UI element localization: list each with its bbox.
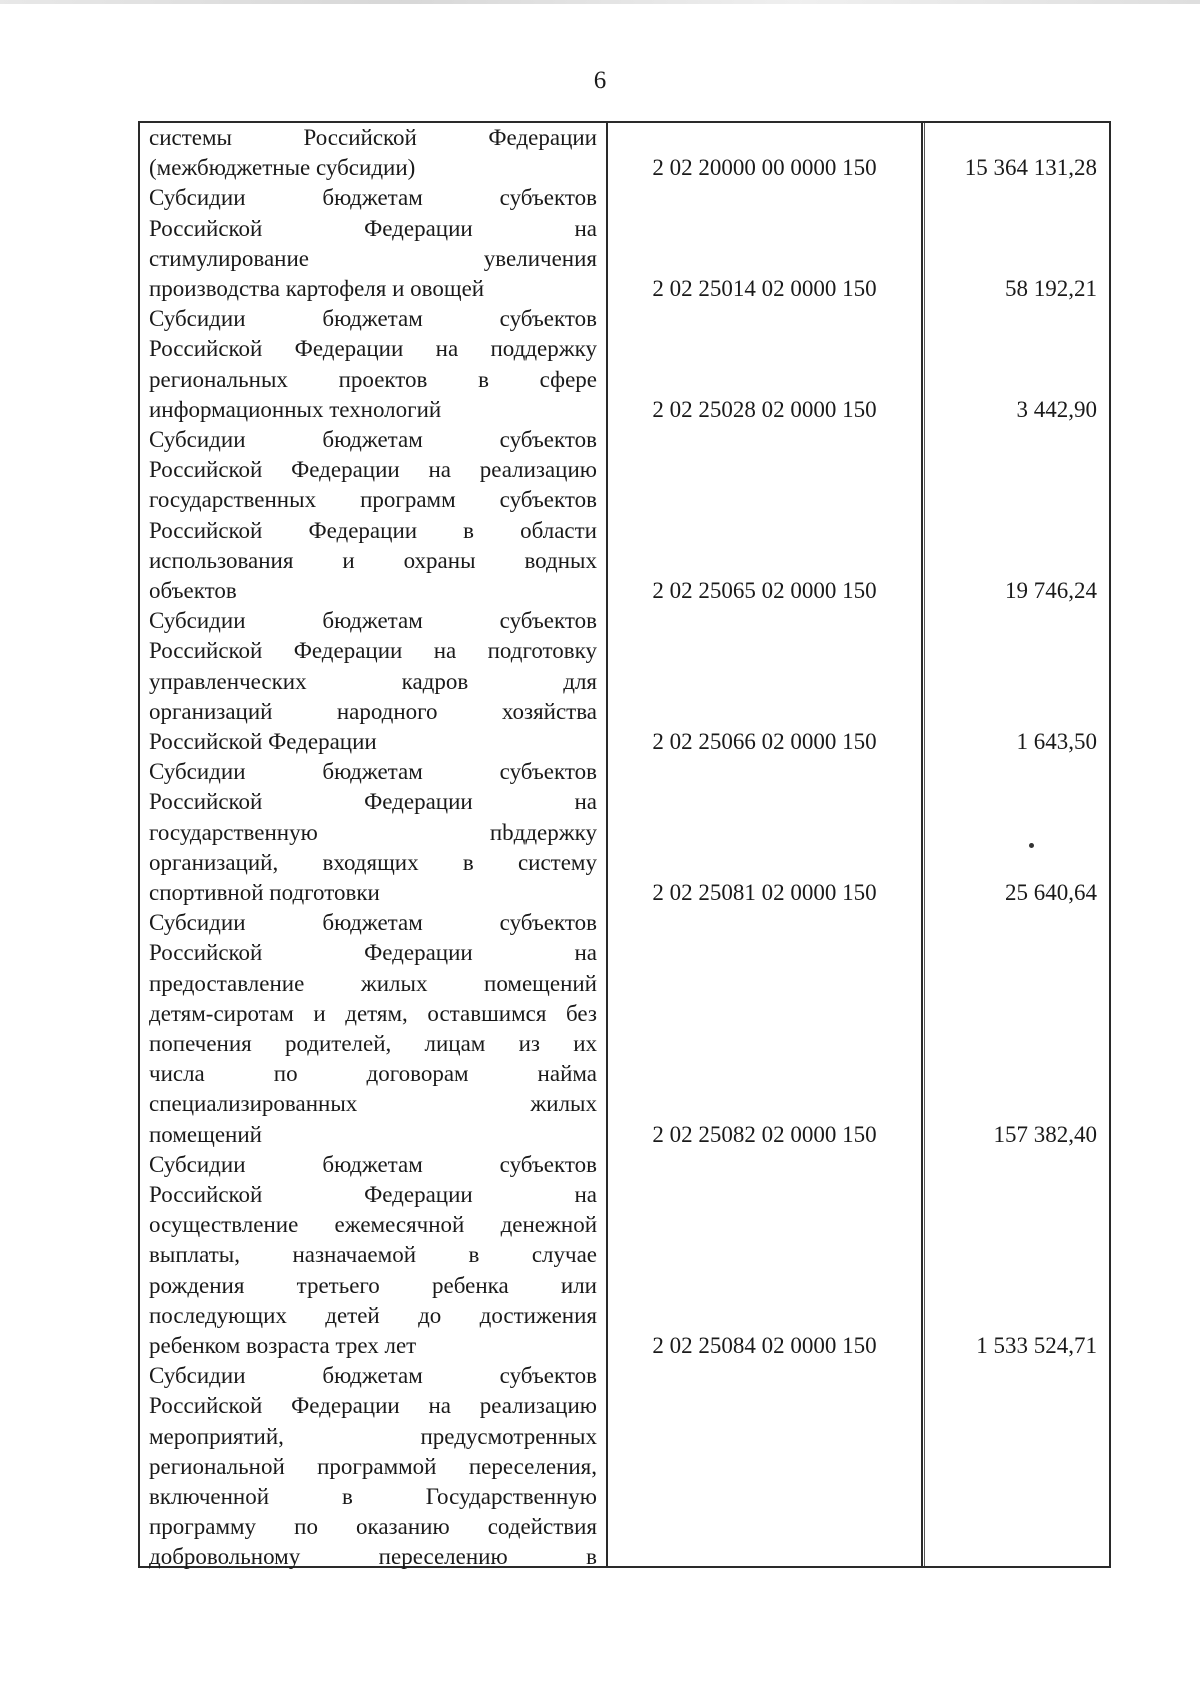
description-line: информационных технологий — [149, 396, 442, 422]
row-description — [149, 1361, 597, 1572]
description-line: государственную пbддержку — [149, 819, 597, 845]
amount-value: 1 533 524,71 — [976, 1332, 1097, 1358]
description-line: специализированных жилых — [149, 1091, 597, 1117]
row-description — [149, 425, 597, 606]
amount-value: 1 643,50 — [1016, 728, 1097, 754]
row-description — [149, 757, 597, 908]
table-row — [140, 908, 1109, 1150]
amount-value: 19 746,24 — [1005, 578, 1097, 603]
row-description — [149, 304, 597, 425]
table-row — [140, 123, 1109, 183]
description-line: Субсидии бюджетам субъектов — [149, 910, 597, 936]
budget-code: 2 02 25081 02 0000 150 — [652, 879, 877, 905]
row-description — [149, 123, 597, 183]
table-row — [140, 1361, 1109, 1572]
row-description — [149, 908, 597, 1150]
description-line: Российской Федерации — [149, 728, 377, 754]
description-line: Субсидии бюджетам субъектов — [149, 1151, 597, 1177]
description-line: попечения родителей, лицам из их — [149, 1030, 597, 1056]
budget-code: 2 02 25028 02 0000 150 — [652, 396, 877, 422]
description-line: Субсидии бюджетам субъектов — [149, 608, 597, 634]
budget-code: 2 02 25066 02 0000 150 — [652, 728, 877, 754]
row-description — [149, 183, 597, 304]
description-line: добровольному переселению в — [149, 1544, 597, 1570]
table-row — [140, 183, 1109, 304]
description-line: включенной в Государственную — [149, 1483, 597, 1509]
description-line: Субсидии бюджетам субъектов — [149, 185, 597, 211]
description-line: организаций народного хозяйства — [149, 698, 597, 724]
description-line: детям-сиротам и детям, оставшимся без — [149, 1000, 597, 1026]
budget-code: 2 02 25065 02 0000 150 — [652, 578, 877, 603]
description-line: стимулирование увеличения — [149, 245, 597, 271]
description-line: Российской Федерации на — [149, 940, 597, 966]
description-line: управленческих кадров для — [149, 668, 597, 694]
description-line: Субсидии бюджетам субъектов — [149, 427, 597, 452]
budget-code: 2 02 25084 02 0000 150 — [652, 1332, 877, 1358]
description-line: последующих детей до достижения — [149, 1302, 597, 1328]
description-line: Российской Федерации на — [149, 789, 597, 815]
description-line: Российской Федерации на — [149, 1181, 597, 1207]
description-line: Субсидии бюджетам субъектов — [149, 1363, 597, 1389]
description-line: выплаты, назначаемой в случае — [149, 1242, 597, 1268]
description-line: помещений — [149, 1121, 262, 1147]
budget-code: 2 02 25014 02 0000 150 — [652, 275, 877, 301]
description-line: Российской Федерации на — [149, 215, 597, 241]
description-line: государственных программ субъектов — [149, 487, 597, 513]
description-line: Российской Федерации на реализацию — [149, 1393, 597, 1419]
description-line: программу по оказанию содействия — [149, 1514, 597, 1540]
budget-code: 2 02 25082 02 0000 150 — [652, 1121, 877, 1147]
table-row — [140, 304, 1109, 425]
amount-value: 157 382,40 — [993, 1121, 1097, 1147]
description-line: объектов — [149, 577, 237, 603]
description-line: мероприятий, предусмотренных — [149, 1423, 597, 1449]
amount-value: 58 192,21 — [1005, 275, 1097, 301]
table-row — [140, 425, 1109, 606]
amount-value: 25 640,64 — [1005, 879, 1097, 905]
page-number: 6 — [593, 67, 607, 94]
description-line: Российской Федерации на подготовку — [149, 638, 597, 664]
description-line: числа по договорам найма — [149, 1061, 597, 1087]
budget-code: 2 02 20000 00 0000 150 — [652, 155, 877, 181]
description-line: Российской Федерации на реализацию — [149, 457, 597, 483]
budget-table — [138, 121, 1111, 1568]
description-line: Российской Федерации на поддержку — [149, 336, 597, 362]
row-description — [149, 1150, 597, 1361]
amount-value: 3 442,90 — [1016, 396, 1097, 422]
table-row — [140, 1150, 1109, 1361]
description-line: региональных проектов в сфере — [149, 366, 597, 392]
description-line: осуществление ежемесячной денежной — [149, 1212, 597, 1238]
scan-edge-artifact — [0, 0, 1200, 4]
description-line: организаций, входящих в систему — [149, 849, 597, 875]
description-line: использования и охраны водных — [149, 547, 597, 573]
table-row — [140, 606, 1109, 757]
table-row — [140, 757, 1109, 908]
description-line: (межбюджетные субсидии) — [149, 155, 416, 181]
description-line: Российской Федерации в области — [149, 517, 597, 543]
description-line: спортивной подготовки — [149, 879, 380, 905]
description-line: региональной программой переселения, — [149, 1453, 597, 1479]
description-line: системы Российской Федерации — [149, 125, 597, 150]
amount-value: 15 364 131,28 — [964, 155, 1097, 181]
description-line: рождения третьего ребенка или — [149, 1272, 597, 1298]
scan-speck — [1029, 843, 1034, 848]
description-line: производства картофеля и овощей — [149, 275, 485, 301]
description-line: Субсидии бюджетам субъектов — [149, 759, 597, 785]
row-description — [149, 606, 597, 757]
description-line: предоставление жилых помещений — [149, 970, 597, 996]
description-line: Субсидии бюджетам субъектов — [149, 306, 597, 332]
description-line: ребенком возраста трех лет — [149, 1332, 417, 1358]
